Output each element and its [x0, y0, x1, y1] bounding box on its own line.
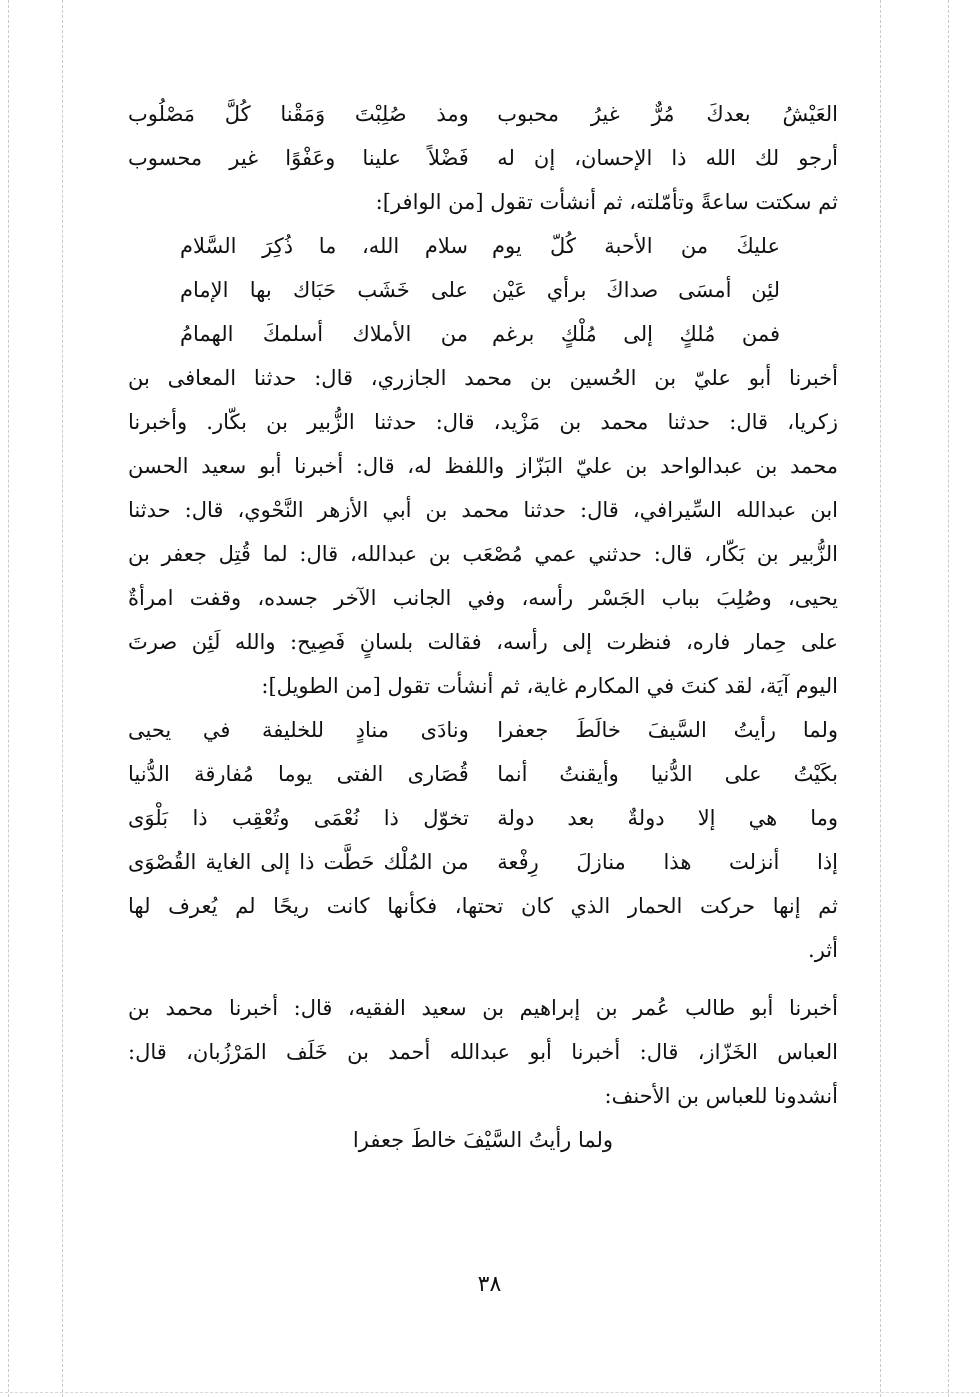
verse-hemistich-second: ونادَى منادٍ للخليفة في يحيى: [128, 718, 469, 742]
verse-line: [128, 752, 838, 796]
prose-line: أخبرنا أبو عليّ بن الحُسين بن محمد الجازري، قال: حدثنا المعافى بن: [128, 366, 838, 390]
verse-hemistich-second: على خَشَب حَبَاك بها الإمام: [180, 278, 468, 302]
verse-hemistich-first: بكَيْتُ على الدُّنيا وأيقنتُ أنما: [497, 762, 838, 786]
verse-hemistich-first: ولما رأيتُ السَّيفَ خالَطَ جعفرا: [497, 718, 838, 742]
prose-line: على حِمار فاره، فنظرت إلى رأسه، فقالت بلسانٍ فَصِيح: والله لَئِن صرتَ: [128, 630, 838, 654]
prose-line: الزُّبير بن بَكّار، قال: حدثني عمي مُصْعَب بن عبدالله، قال: لما قُتِل جعفر بن: [128, 542, 838, 566]
verse-line: [180, 312, 780, 356]
prose-line: ثم سكتت ساعةً وتأمّلته، ثم أنشأت تقول [من الوافر]:: [375, 190, 838, 214]
scan-edge-right: [948, 0, 949, 1397]
prose-line: يحيى، وصُلِبَ بباب الجَسْر رأسه، وفي الجانب الآخر جسده، وقفت امرأةٌ: [128, 586, 838, 610]
verse-line: [180, 224, 780, 268]
prose-line: اليوم آيَة، لقد كنتَ في المكارم غاية، ثم أنشأت تقول [من الطويل]:: [261, 674, 838, 698]
verse-hemistich-first: لئِن أمسَى صداكَ برأي عَيْن: [492, 278, 780, 302]
verse-line: [128, 796, 838, 840]
page-number: ٣٨: [477, 1272, 502, 1297]
verse-line: [128, 136, 838, 180]
prose-line: أنشدونا للعباس بن الأحنف:: [604, 1084, 838, 1108]
verse-hemistich-second: فَضْلاً علينا وعَفْوًا غير محسوب: [128, 146, 469, 170]
prose-line: محمد بن عبدالواحد بن عليّ البَزّاز واللفظ له، قال: أخبرنا أبو سعيد الحسن: [128, 454, 838, 478]
closing-verse: ولما رأيتُ السَّيْفَ خالطَ جعفرا: [352, 1128, 614, 1152]
verse-hemistich-first: فمن مُلكٍ إلى مُلْكٍ برغم: [492, 322, 780, 346]
verse-line: [128, 708, 838, 752]
scan-guide-right: [880, 0, 881, 1397]
main-text: [128, 92, 838, 1162]
verse-hemistich-first: أرجو لك الله ذا الإحسان، إن له: [497, 146, 838, 170]
verse-line: [128, 92, 838, 136]
verse-hemistich-second: تخوّل ذا نُعْمَى وتُعْقِب ذا بَلْوَى: [128, 806, 469, 830]
verse-line: [128, 840, 838, 884]
prose-line: ثم إنها حركت الحمار الذي كان تحتها، فكأنها كانت ريحًا لم يُعرف لها: [128, 894, 838, 918]
prose-line: أثر.: [808, 938, 838, 962]
prose-line: ابن عبدالله السِّيرافي، قال: حدثنا محمد بن أبي الأزهر النَّحْوي، قال: حدثنا: [128, 498, 838, 522]
prose-line: زكريا، قال: حدثنا محمد بن مَزْيد، قال: حدثنا الزُّبير بن بكّار. وأخبرنا: [128, 410, 838, 434]
prose-line: أخبرنا أبو طالب عُمر بن إبراهيم بن سعيد الفقيه، قال: أخبرنا محمد بن: [128, 996, 838, 1020]
verse-hemistich-first: إذا أنزلت هذا منازلَ رِفْعة: [497, 850, 838, 874]
verse-hemistich-second: من المُلْك حَطَّت ذا إلى الغاية القُصْوَى: [128, 850, 469, 874]
verse-hemistich-second: من الأملاك أسلمكَ الهمامُ: [180, 322, 468, 346]
scan-guide-left: [62, 0, 63, 1397]
prose-line: العباس الخَزّاز، قال: أخبرنا أبو عبدالله أحمد بن خَلَف المَرْزُبان، قال:: [128, 1040, 838, 1064]
verse-hemistich-second: قُصَارى الفتى يوما مُفارقة الدُّنيا: [128, 762, 469, 786]
verse-hemistich-first: عليكَ من الأحبة كُلّ يوم: [492, 234, 780, 258]
verse-hemistich-first: العَيْشُ بعدكَ مُرٌّ غيرُ محبوب: [497, 102, 838, 126]
verse-line: [180, 268, 780, 312]
scan-edge-bottom: [0, 1392, 979, 1393]
verse-hemistich-second: ومذ صُلِبْتَ وَمَقْنا كُلَّ مَصْلُوب: [128, 102, 469, 126]
scan-edge-left: [8, 0, 9, 1397]
verse-hemistich-second: سلام الله، ما ذُكِرَ السَّلام: [180, 234, 468, 258]
verse-hemistich-first: وما هي إلا دولةٌ بعد دولة: [497, 806, 838, 830]
